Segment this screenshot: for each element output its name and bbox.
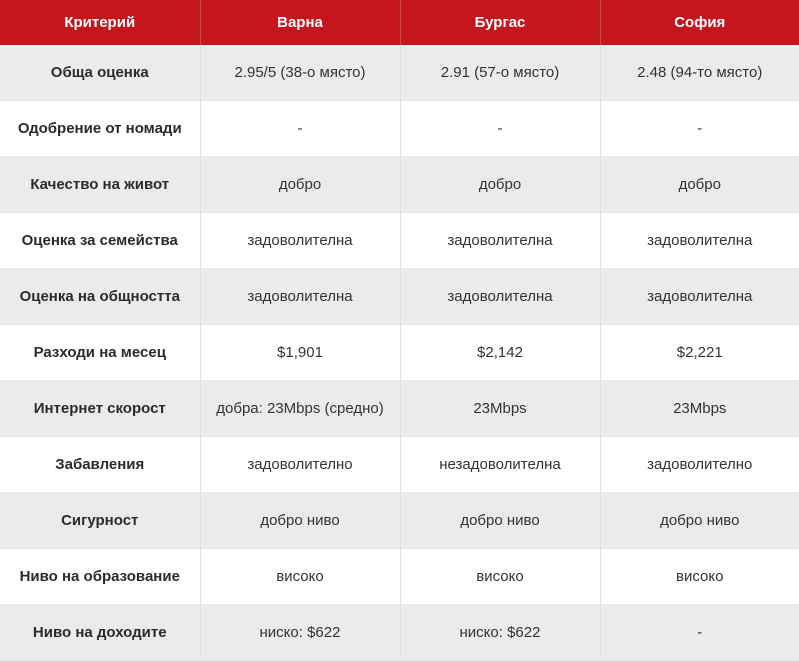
burgas-cell: задоволителна: [400, 269, 600, 325]
table-header: [0, 0, 799, 45]
burgas-cell: задоволителна: [400, 213, 600, 269]
varna-cell: ниско: $622: [200, 605, 400, 661]
sofia-cell: задоволително: [600, 437, 799, 493]
criterion-cell: Качество на живот: [0, 157, 200, 213]
criterion-cell: Оценка на общността: [0, 269, 200, 325]
sofia-cell: 2.48 (94-то място): [600, 45, 799, 101]
sofia-cell: $2,221: [600, 325, 799, 381]
varna-cell: добро ниво: [200, 493, 400, 549]
table-row: [0, 325, 799, 381]
header-burgas: Бургас: [400, 0, 600, 45]
table-row: [0, 157, 799, 213]
varna-cell: -: [200, 101, 400, 157]
table-body: [0, 45, 799, 661]
varna-cell: задоволително: [200, 437, 400, 493]
table-row: [0, 45, 799, 101]
table-row: [0, 437, 799, 493]
sofia-cell: -: [600, 605, 799, 661]
burgas-cell: високо: [400, 549, 600, 605]
criterion-cell: Оценка за семейства: [0, 213, 200, 269]
burgas-cell: добро ниво: [400, 493, 600, 549]
criterion-cell: Одобрение от номади: [0, 101, 200, 157]
burgas-cell: 23Mbps: [400, 381, 600, 437]
burgas-cell: 2.91 (57-о място): [400, 45, 600, 101]
criterion-cell: Ниво на образование: [0, 549, 200, 605]
sofia-cell: 23Mbps: [600, 381, 799, 437]
table-row: [0, 493, 799, 549]
sofia-cell: задоволителна: [600, 213, 799, 269]
sofia-cell: добро: [600, 157, 799, 213]
varna-cell: 2.95/5 (38-о място): [200, 45, 400, 101]
criterion-cell: Ниво на доходите: [0, 605, 200, 661]
sofia-cell: високо: [600, 549, 799, 605]
varna-cell: добро: [200, 157, 400, 213]
table-row: [0, 549, 799, 605]
burgas-cell: добро: [400, 157, 600, 213]
varna-cell: задоволителна: [200, 269, 400, 325]
varna-cell: високо: [200, 549, 400, 605]
criterion-cell: Интернет скорост: [0, 381, 200, 437]
header-sofia: София: [600, 0, 799, 45]
criterion-cell: Обща оценка: [0, 45, 200, 101]
table-row: [0, 213, 799, 269]
table-row: [0, 605, 799, 661]
table-row: [0, 269, 799, 325]
burgas-cell: -: [400, 101, 600, 157]
burgas-cell: ниско: $622: [400, 605, 600, 661]
sofia-cell: задоволителна: [600, 269, 799, 325]
criterion-cell: Сигурност: [0, 493, 200, 549]
sofia-cell: добро ниво: [600, 493, 799, 549]
burgas-cell: $2,142: [400, 325, 600, 381]
varna-cell: $1,901: [200, 325, 400, 381]
table-row: [0, 381, 799, 437]
burgas-cell: незадоволителна: [400, 437, 600, 493]
table-row: [0, 101, 799, 157]
varna-cell: задоволителна: [200, 213, 400, 269]
criterion-cell: Забавления: [0, 437, 200, 493]
criterion-cell: Разходи на месец: [0, 325, 200, 381]
varna-cell: добра: 23Mbps (средно): [200, 381, 400, 437]
header-row: [0, 0, 799, 45]
header-criterion: Критерий: [0, 0, 200, 45]
header-varna: Варна: [200, 0, 400, 45]
sofia-cell: -: [600, 101, 799, 157]
